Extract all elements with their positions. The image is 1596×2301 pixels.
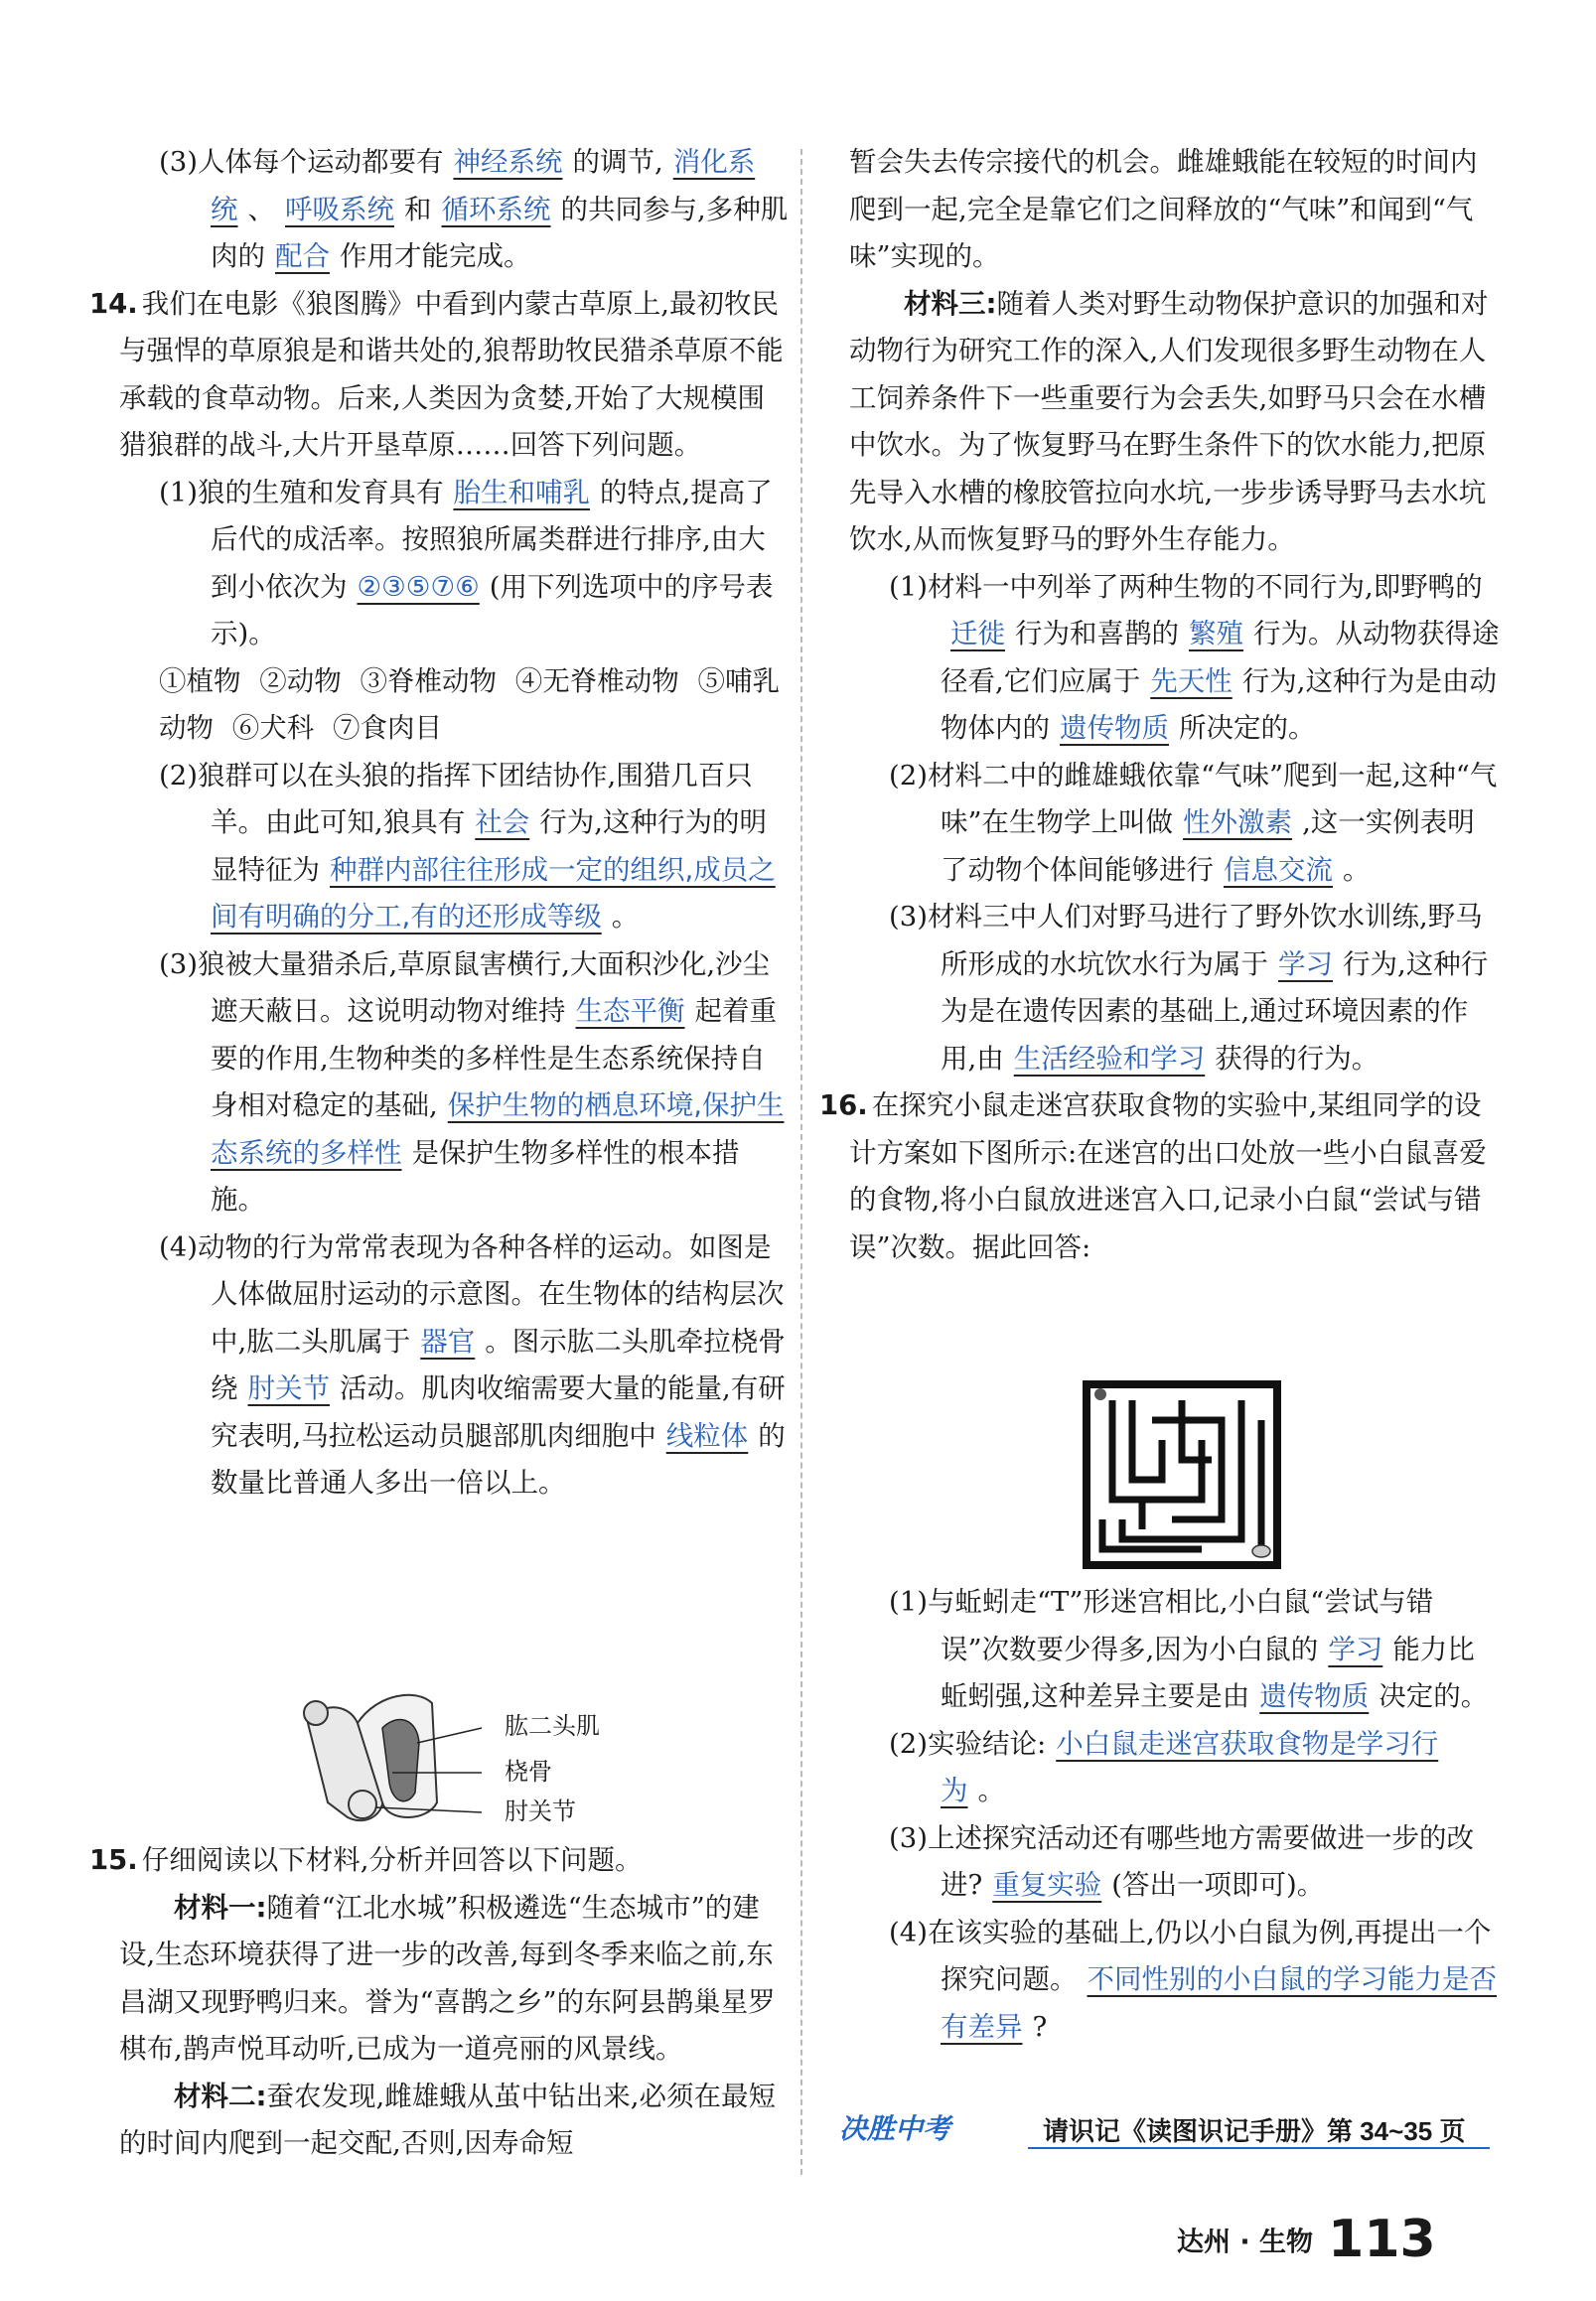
answer-blank: 不同性别的小白鼠的学习能力是否有差异 bbox=[941, 1963, 1497, 2043]
answer-blank: 先天性 bbox=[1150, 664, 1233, 697]
answer-blank: 胎生和哺乳 bbox=[453, 476, 590, 508]
answer-blank: 呼吸系统 bbox=[285, 193, 394, 225]
label-biceps: 肱二头肌 bbox=[505, 1712, 600, 1740]
reminder-banner bbox=[839, 2105, 1495, 2153]
brand-logo: 决胜中考 bbox=[839, 2113, 951, 2144]
answer-blank: 学习 bbox=[1278, 947, 1333, 980]
column-divider bbox=[800, 149, 802, 2175]
q16-part2: (2)实验结论: 小白鼠走迷宫获取食物是学习行为 。 bbox=[889, 1727, 1439, 1806]
q13-part3: (3)人体每个运动都要有 神经系统 的调节, 消化系统 、 呼吸系统 和 循环系统 的共同参与,多种肌肉的 配合 作用才能完成。 bbox=[159, 146, 789, 272]
q15-part1: (1)材料一中列举了两种生物的不同行为,即野鸭的迁徙 行为和喜鹊的 繁殖 行为。从动物获得途径看,它们应属于 先天性 行为,这种行为是由动物体内的 遗传物质 所决定的。 bbox=[889, 570, 1500, 744]
answer-blank: 遗传物质 bbox=[1060, 712, 1169, 744]
answer-blank: 消化系统 bbox=[211, 146, 756, 225]
question-number: 15. bbox=[89, 1844, 138, 1876]
q14-part2: (2)狼群可以在头狼的指挥下团结协作,围猎几百只羊。由此可知,狼具有 社会 行为,这种行为的明显特征为 种群内部往往形成一定的组织,成员之间有明确的分工,有的还形成等级 。 bbox=[159, 759, 776, 933]
q16-part1: (1)与蚯蚓走“T”形迷宫相比,小白鼠“尝试与错误”次数要少得多,因为小白鼠的 学习 能力比蚯蚓强,这种差异主要是由 遗传物质 决定的。 bbox=[889, 1586, 1489, 1712]
q14-part3: (3)狼被大量猎杀后,草原鼠害横行,大面积沙化,沙尘遮天蔽日。这说明动物对维持 生态平衡 起着重要的作用,生物种类的多样性是生态系统保持自身相对稳定的基础, 保护生物的栖息环境,保护生态系统的多样性 是保护生物多样性的根本措施。 bbox=[159, 947, 785, 1216]
answer-blank: 肘关节 bbox=[247, 1372, 330, 1404]
page-number: 113 bbox=[1328, 2210, 1436, 2269]
elbow-flexion-figure bbox=[288, 1683, 616, 1832]
material-2: 材料二:蚕农发现,雌雄蛾从茧中钻出来,必须在最短的时间内爬到一起交配,否则,因寿命短 bbox=[119, 2080, 776, 2159]
region-subject: 达州 · 生物 bbox=[1177, 2227, 1314, 2258]
answer-blank: 神经系统 bbox=[453, 146, 563, 178]
answer-blank: 遗传物质 bbox=[1259, 1680, 1370, 1712]
answer-blank: 学习 bbox=[1328, 1633, 1383, 1665]
reminder-text: 请识记《读图识记手册》第 34~35 页 bbox=[1043, 2116, 1466, 2146]
answer-blank: 小白鼠走迷宫获取食物是学习行为 bbox=[941, 1727, 1439, 1806]
q15-part2: (2)材料二中的雌雄蛾依靠“气味”爬到一起,这种“气味”在生物学上叫做 性外激素 ,这一实例表明了动物个体间能够进行 信息交流 。 bbox=[889, 759, 1498, 886]
answer-blank: 生活经验和学习 bbox=[1013, 1042, 1206, 1075]
answer-blank: ②③⑤⑦⑥ bbox=[357, 570, 480, 603]
left-column bbox=[89, 139, 790, 1508]
answer-blank: 信息交流 bbox=[1224, 853, 1333, 886]
answer-blank: 器官 bbox=[420, 1325, 476, 1358]
divider-line bbox=[1028, 2147, 1490, 2149]
label-radius: 桡骨 bbox=[505, 1758, 552, 1786]
question-number: 16. bbox=[819, 1089, 868, 1121]
right-column bbox=[819, 139, 1500, 1271]
q16-part4: (4)在该实验的基础上,仍以小白鼠为例,再提出一个探究问题。 不同性别的小白鼠的学习能力是否有差异 ? bbox=[889, 1916, 1497, 2043]
answer-blank: 性外激素 bbox=[1183, 806, 1293, 838]
answer-blank: 迁徙 bbox=[950, 618, 1005, 649]
answer-blank: 种群内部往往形成一定的组织,成员之间有明确的分工,有的还形成等级 bbox=[211, 853, 776, 933]
answer-blank: 保护生物的栖息环境,保护生态系统的多样性 bbox=[211, 1089, 785, 1169]
answer-blank: 社会 bbox=[475, 806, 530, 838]
maze-figure bbox=[1083, 1380, 1281, 1569]
q16-part3: (3)上述探究活动还有哪些地方需要做进一步的改进? 重复实验 (答出一项即可)。 bbox=[889, 1821, 1474, 1901]
q14-part4: (4)动物的行为常常表现为各种各样的运动。如图是人体做屈肘运动的示意图。在生物体的结构层次中,肱二头肌属于 器官 。图示肱二头肌牵拉桡骨绕 肘关节 活动。肌肉收缩需要大量的能量,有研究表明,马拉松运动员腿部肌肉细胞中 线粒体 的数量比普通人多出一倍以上。 bbox=[159, 1230, 786, 1499]
maze-diagram bbox=[1083, 1380, 1281, 1569]
label-elbow-joint: 肘关节 bbox=[505, 1798, 576, 1825]
answer-blank: 生态平衡 bbox=[575, 995, 685, 1027]
answer-blank: 重复实验 bbox=[992, 1869, 1102, 1901]
q15-left bbox=[89, 1837, 790, 2168]
material-3: 材料三:随着人类对野生动物保护意识的加强和对动物行为研究工作的深入,人们发现很多野生动物在人工饲养条件下一些重要行为会丢失,如野马只会在水槽中饮水。为了恢复野马在野生条件下的饮水能力,把原先导入水槽的橡胶管拉向水坑,一步步诱导野马去水坑饮水,从而恢复野马的野外生存能力。 bbox=[849, 287, 1489, 555]
q14-part1: (1)狼的生殖和发育具有 胎生和哺乳 的特点,提高了后代的成活率。按照狼所属类群进行排序,由大到小依次为 ②③⑤⑦⑥ (用下列选项中的序号表示)。 bbox=[159, 476, 774, 649]
answer-blank: 循环系统 bbox=[441, 193, 551, 225]
q14-stem: 14. 我们在电影《狼图腾》中看到内蒙古草原上,最初牧民与强悍的草原狼是和谐共处的,狼帮助牧民猎杀草原不能承载的食草动物。后来,人类因为贪婪,开始了大规模围猎狼群的战斗,大片开垦草原……回答下列问题。 bbox=[89, 287, 784, 461]
material-2-continued: 暂会失去传宗接代的机会。雌雄蛾能在较短的时间内爬到一起,完全是靠它们之间释放的“气味”和闻到“气味”实现的。 bbox=[849, 146, 1478, 272]
question-number: 14. bbox=[89, 287, 138, 320]
q15-stem: 15. 仔细阅读以下材料,分析并回答以下问题。 bbox=[89, 1844, 643, 1876]
answer-blank: 配合 bbox=[275, 240, 330, 272]
q15-part3: (3)材料三中人们对野马进行了野外饮水训练,野马所形成的水坑饮水行为属于 学习 行为,这种行为是在遗传因素的基础上,通过环境因素的作用,由 生活经验和学习 获得的行为。 bbox=[889, 901, 1489, 1075]
material-1: 材料一:随着“江北水城”积极遴选“生态城市”的建设,生态环境获得了进一步的改善,每到冬季来临之前,东昌湖又现野鸭归来。誉为“喜鹊之乡”的东阿县鹊巢星罗棋布,鹊声悦耳动听,已成为一道亮丽的风景线。 bbox=[119, 1891, 776, 2065]
q16-stem: 16. 在探究小鼠走迷宫获取食物的实验中,某组同学的设计方案如下图所示:在迷宫的出口处放一些小白鼠喜爱的食物,将小白鼠放进迷宫入口,记录小白鼠“尝试与错误”次数。据此回答: bbox=[819, 1089, 1487, 1263]
q16-parts bbox=[849, 1579, 1500, 2051]
page-footer bbox=[1177, 2210, 1436, 2269]
q14-options: ①植物 ②动物 ③脊椎动物 ④无脊椎动物 ⑤哺乳动物 ⑥犬科 ⑦食肉目 bbox=[159, 664, 780, 744]
answer-blank: 繁殖 bbox=[1189, 618, 1243, 649]
answer-blank: 线粒体 bbox=[665, 1419, 749, 1452]
